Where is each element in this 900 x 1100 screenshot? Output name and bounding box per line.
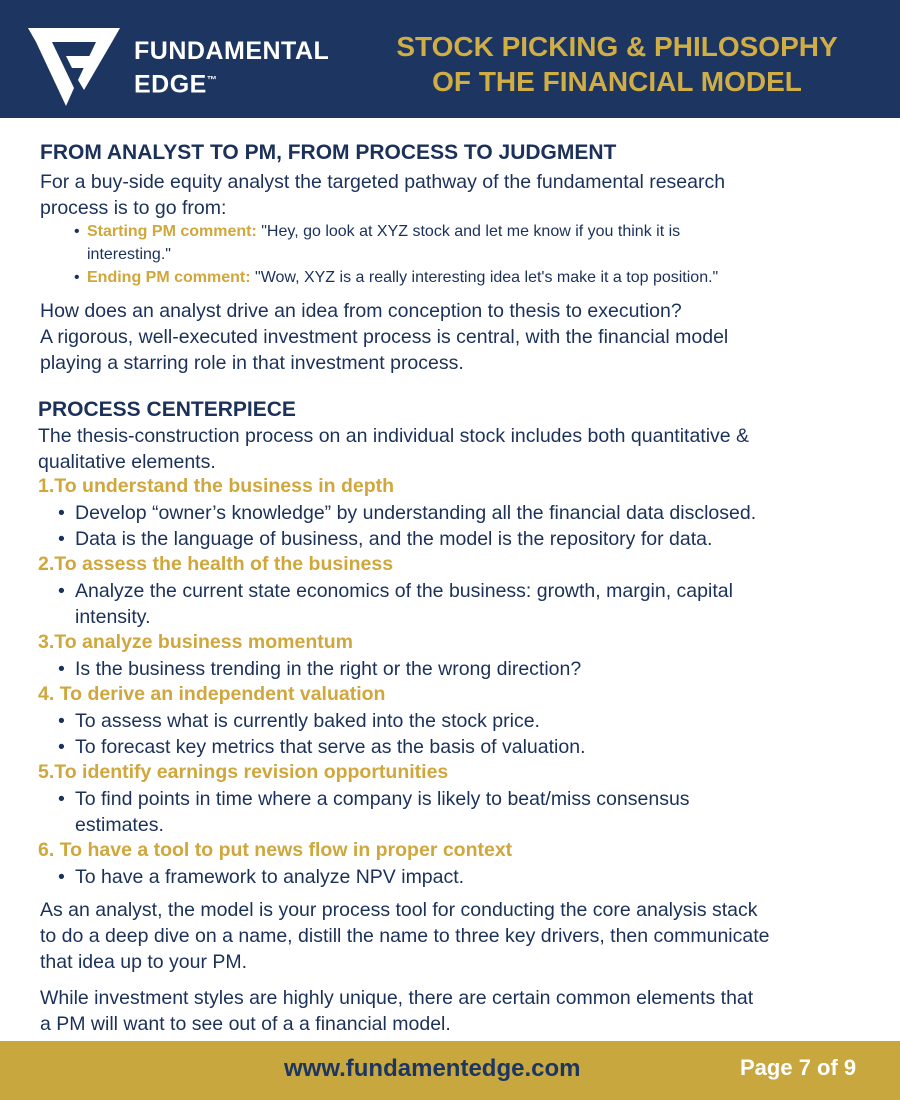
paragraph-line: a PM will want to see out of a a financial model.	[40, 1013, 451, 1035]
list-item: • To have a framework to analyze NPV impact.	[58, 864, 858, 890]
list-item	[74, 220, 864, 243]
paragraph-line: that idea up to your PM.	[40, 951, 248, 973]
section1-paragraph	[40, 298, 860, 376]
ending-comment-label: Ending PM comment:	[87, 269, 251, 286]
list-item: • To forecast key metrics that serve as the basis of valuation.	[58, 734, 858, 760]
step-title: 2.To assess the health of the business	[38, 553, 394, 575]
page-header	[0, 0, 900, 118]
document-title	[378, 29, 856, 99]
brand-line-2: EDGE	[134, 70, 207, 99]
fundamental-edge-logo-icon	[26, 22, 122, 108]
pm-comment-list	[74, 220, 864, 289]
starting-comment-text: "Hey, go look at XYZ stock and let me know if you think it is	[256, 223, 681, 240]
step-items	[58, 500, 858, 552]
closing-paragraph-2	[40, 985, 870, 1037]
step-title: 5.To identify earnings revision opportunities	[38, 761, 449, 783]
list-item: • Analyze the current state economics of the business: growth, margin, capital	[58, 578, 858, 604]
intro-line: qualitative elements.	[38, 451, 216, 473]
paragraph-line: As an analyst, the model is your process tool for conducting the core analysis stack	[40, 899, 758, 921]
paragraph-line: How does an analyst drive an idea from conception to thesis to execution?	[40, 300, 682, 322]
closing-paragraph-1	[40, 897, 870, 975]
step-items	[58, 708, 858, 760]
list-item: • Is the business trending in the right or the wrong direction?	[58, 656, 858, 682]
intro-line: process is to go from:	[40, 197, 227, 219]
section2-intro	[38, 423, 868, 475]
list-item: • To assess what is currently baked into the stock price.	[58, 708, 858, 734]
brand-line-1: FUNDAMENTAL	[134, 37, 330, 65]
brand-name	[134, 36, 329, 99]
paragraph-line: While investment styles are highly unique, there are certain common elements that	[40, 987, 754, 1009]
section-heading-analyst-to-pm: FROM ANALYST TO PM, FROM PROCESS TO JUDGMENT	[40, 141, 617, 164]
list-item: • Develop “owner’s knowledge” by understanding all the financial data disclosed.	[58, 500, 858, 526]
step-items	[58, 578, 858, 630]
step-title: 6. To have a tool to put news flow in proper context	[38, 839, 513, 861]
starting-comment-label: Starting PM comment:	[87, 223, 257, 240]
section1-intro	[40, 169, 860, 221]
paragraph-line: A rigorous, well-executed investment process is central, with the financial model	[40, 326, 729, 348]
title-line-1: STOCK PICKING & PHILOSOPHY	[396, 31, 838, 62]
list-item: • Data is the language of business, and the model is the repository for data.	[58, 526, 858, 552]
page-footer	[0, 1041, 900, 1100]
paragraph-line: playing a starring role in that investment process.	[40, 352, 464, 374]
step-items	[58, 864, 858, 890]
step-title: 1.To understand the business in depth	[38, 475, 395, 497]
step-items	[58, 656, 858, 682]
list-item-continuation: intensity.	[75, 606, 151, 628]
trademark-symbol: ™	[206, 75, 218, 86]
step-title: 3.To analyze business momentum	[38, 631, 353, 653]
list-item-continuation	[74, 243, 864, 266]
intro-line: For a buy-side equity analyst the targeted pathway of the fundamental research	[40, 171, 726, 193]
step-title: 4. To derive an independent valuation	[38, 683, 386, 705]
paragraph-line: to do a deep dive on a name, distill the name to three key drivers, then communicate	[40, 925, 770, 947]
list-item-continuation: estimates.	[75, 814, 164, 836]
section-heading-process-centerpiece: PROCESS CENTERPIECE	[38, 398, 296, 421]
ending-comment-text: "Wow, XYZ is a really interesting idea let's make it a top position."	[250, 269, 719, 286]
list-item	[74, 266, 864, 289]
intro-line: The thesis-construction process on an individual stock includes both quantitative &	[38, 425, 750, 447]
title-line-2: OF THE FINANCIAL MODEL	[432, 66, 802, 97]
step-items	[58, 786, 858, 838]
page-number: Page 7 of 9	[740, 1055, 857, 1080]
website-link[interactable]: www.fundamentedge.com	[284, 1055, 581, 1082]
starting-comment-text-cont: interesting."	[87, 246, 171, 263]
list-item: • To find points in time where a company is likely to beat/miss consensus	[58, 786, 858, 812]
